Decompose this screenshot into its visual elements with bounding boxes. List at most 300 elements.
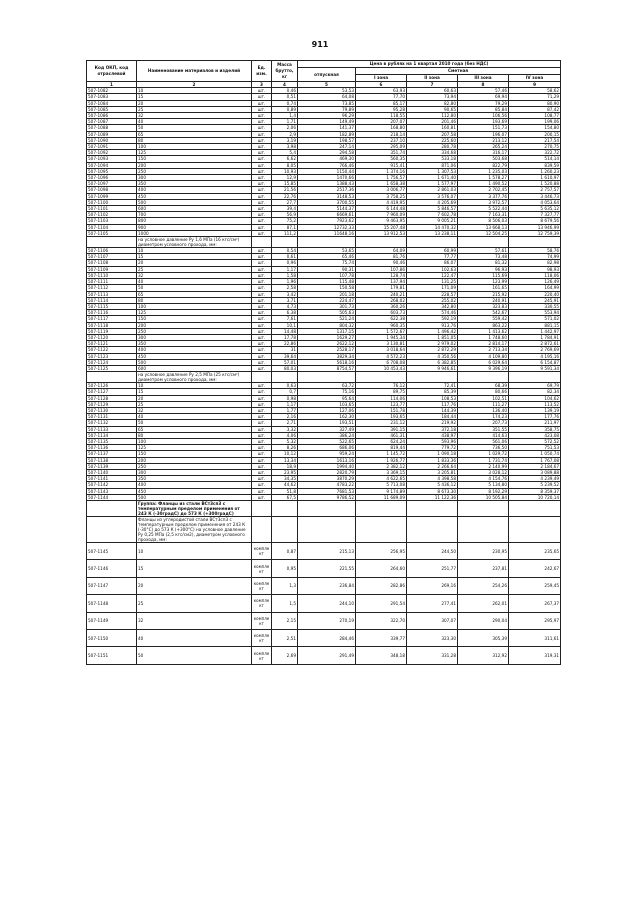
cell-unit: шт.	[252, 463, 272, 469]
cell-unit: шт.	[252, 125, 272, 131]
cell-zone-2-price: 122,47	[407, 272, 458, 278]
cell-zone-1-price: 237,10	[356, 137, 407, 143]
cell-name: 15	[137, 254, 252, 260]
header-zone-2: II зона	[407, 75, 458, 82]
cell-release-price: 301,73	[298, 303, 356, 309]
cell-unit: шт.	[252, 285, 272, 291]
cell-release-price: 1994,40	[298, 463, 356, 469]
cell-unit: шт.	[252, 187, 272, 193]
cell-zone-2-price: 131,25	[407, 279, 458, 285]
cell-code	[87, 372, 137, 383]
cell-name: 80	[137, 137, 252, 143]
cell-zone-1-price: 231,12	[356, 420, 407, 426]
cell-zone-2-price: 4 205,69	[407, 199, 458, 205]
cell-zone-3-price: 2 140,99	[458, 463, 509, 469]
cell-release-price: 959,24	[298, 451, 356, 457]
cell-release-price: 7681,53	[298, 488, 356, 494]
cell-release-price: 198,57	[298, 137, 356, 143]
cell-release-price: 65,46	[298, 254, 356, 260]
cell-code: 507-1114	[87, 297, 137, 303]
cell-zone-4-price: 7 327,77	[509, 212, 561, 218]
cell-release-price: 4783,22	[298, 482, 356, 488]
cell-code: 507-1144	[87, 494, 137, 500]
cell-zone-1-price: 1 756,57	[356, 175, 407, 181]
cell-mass: 0,51	[272, 94, 298, 100]
cell-code: 507-1085	[87, 106, 137, 112]
cell-zone-4-price: 12 759,39	[509, 230, 561, 236]
cell-release-price: 103,65	[298, 401, 356, 407]
cell-code: 507-1111	[87, 279, 137, 285]
cell-name: 500	[137, 199, 252, 205]
cell-zone-3-price: 4 109,80	[458, 353, 509, 359]
cell-zone-3-price: 2 814,17	[458, 341, 509, 347]
cell-zone-1-price: 6 708,08	[356, 359, 407, 365]
cell-zone-3-price: 85,84	[458, 106, 509, 112]
cell-unit: шт.	[252, 193, 272, 199]
cell-zone-2-price: 77,77	[407, 254, 458, 260]
cell-zone-1-price: 282,86	[356, 577, 407, 594]
cell-zone-4-price: 3 446,73	[509, 193, 561, 199]
cell-zone-2-price: 871,06	[407, 162, 458, 168]
cell-name: 10	[137, 543, 252, 560]
cell-zone-3-price: 57,46	[458, 88, 509, 94]
cell-code: 507-1087	[87, 119, 137, 125]
cell-code: 507-1119	[87, 328, 137, 334]
page-number: 911	[311, 40, 329, 49]
cell-unit: шт.	[252, 206, 272, 212]
cell-mass: 1,5	[272, 595, 298, 612]
cell-zone-2-price: 1 833,36	[407, 457, 458, 463]
cell-name: 400	[137, 187, 252, 193]
cell-zone-3-price: 215,92	[458, 291, 509, 297]
cell-name: 20	[137, 577, 252, 594]
cell-code: 507-1151	[87, 647, 137, 664]
cell-release-price: 96,29	[298, 113, 356, 119]
cell-name: 400	[137, 482, 252, 488]
cell-release-price: 3829,34	[298, 353, 356, 359]
cell-release-price: 182,89	[298, 131, 356, 137]
cell-zone-3-price: 6 029,64	[458, 359, 509, 365]
cell-mass: 0,95	[272, 560, 298, 577]
cell-zone-2-price: 102,63	[407, 266, 458, 272]
cell-name: 40	[137, 414, 252, 420]
cell-zone-2-price: 8 673,30	[407, 488, 458, 494]
cell-zone-2-price: 85,39	[407, 389, 458, 395]
cell-unit: шт.	[252, 482, 272, 488]
cell-release-price: 63,72	[298, 383, 356, 389]
cell-code: 507-1149	[87, 612, 137, 629]
cell-zone-2-price: 11 122,36	[407, 494, 458, 500]
cell-zone-2-price: 277,41	[407, 595, 458, 612]
cell-code: 507-1086	[87, 113, 137, 119]
cell-mass: 12,9	[272, 175, 298, 181]
cell-mass: 57,01	[272, 359, 298, 365]
cell-zone-4-price: 4 053,64	[509, 199, 561, 205]
cell-mass: 0,63	[272, 383, 298, 389]
cell-mass: 22,76	[272, 193, 298, 199]
cell-zone-2-price: 1 577,97	[407, 181, 458, 187]
cell-mass: 44,62	[272, 482, 298, 488]
cell-unit: шт.	[252, 272, 272, 278]
cell-mass: 0,96	[272, 260, 298, 266]
cell-name: 10	[137, 88, 252, 94]
column-index: 5	[298, 82, 356, 88]
cell-unit: шт.	[252, 248, 272, 254]
cell-zone-2-price: 323,30	[407, 629, 458, 646]
cell-name: 150	[137, 156, 252, 162]
cell-zone-1-price: 64,09	[356, 248, 407, 254]
cell-name: 500	[137, 359, 252, 365]
cell-zone-2-price: 1 496,42	[407, 328, 458, 334]
cell-mass: 1,96	[272, 279, 298, 285]
cell-code: 507-1135	[87, 438, 137, 444]
cell-zone-4-price: 71,29	[509, 94, 561, 100]
cell-code: 507-1082	[87, 88, 137, 94]
cell-zone-4-price: 113,52	[509, 401, 561, 407]
cell-zone-3-price: 1 731,74	[458, 457, 509, 463]
column-index: 9	[509, 82, 561, 88]
cell-unit: шт.	[252, 260, 272, 266]
cell-mass: 14,48	[272, 328, 298, 334]
cell-code: 507-1093	[87, 156, 137, 162]
cell-mass: 0,89	[272, 106, 298, 112]
cell-release-price	[298, 501, 356, 517]
cell-unit: шт.	[252, 445, 272, 451]
cell-zone-4-price: 311,61	[509, 629, 561, 646]
cell-zone-2-price: 73,94	[407, 94, 458, 100]
cell-mass: 51,8	[272, 488, 298, 494]
cell-unit: шт.	[252, 156, 272, 162]
cell-zone-4-price: 8 359,37	[509, 488, 561, 494]
cell-unit: шт.	[252, 199, 272, 205]
cell-code: 507-1138	[87, 457, 137, 463]
cell-zone-2-price: 438,97	[407, 432, 458, 438]
cell-release-price	[298, 372, 356, 383]
cell-zone-3-price: 736,50	[458, 445, 509, 451]
cell-zone-4-price: 211,97	[509, 420, 561, 426]
cell-name: 25	[137, 401, 252, 407]
cell-code: 507-1115	[87, 303, 137, 309]
cell-zone-2-price: 5 436,12	[407, 482, 458, 488]
cell-zone-4-price: 177,76	[509, 414, 561, 420]
cell-zone-2-price: 184,44	[407, 414, 458, 420]
cell-name: 65	[137, 291, 252, 297]
cell-zone-1-price: 63,93	[356, 88, 407, 94]
cell-release-price: 270,19	[298, 612, 356, 629]
cell-unit	[252, 237, 272, 248]
cell-zone-2-price: 779,72	[407, 445, 458, 451]
cell-zone-1-price	[356, 517, 407, 543]
cell-zone-3-price: 237,81	[458, 560, 509, 577]
header-release: отпускная	[298, 68, 356, 82]
cell-mass: 23,95	[272, 469, 298, 475]
cell-code: 507-1116	[87, 310, 137, 316]
cell-zone-2-price: 112,80	[407, 113, 458, 119]
cell-zone-1-price: 11 689,09	[356, 494, 407, 500]
cell-name: 50	[137, 125, 252, 131]
cell-zone-2-price: 280,78	[407, 144, 458, 150]
cell-zone-3-price: 115,69	[458, 272, 509, 278]
cell-zone-4-price: 82,34	[509, 389, 561, 395]
cell-mass: 2,71	[272, 420, 298, 426]
table-row	[87, 612, 561, 629]
cell-zone-4-price: 139,19	[509, 407, 561, 413]
cell-release-price: 224,47	[298, 297, 356, 303]
column-index: 2	[137, 82, 252, 88]
cell-zone-1-price: 339,77	[356, 629, 407, 646]
cell-zone-1-price	[356, 237, 407, 248]
cell-zone-4-price: 10 720,14	[509, 494, 561, 500]
cell-release-price: 5144,37	[298, 206, 356, 212]
cell-zone-3-price: 57,61	[458, 248, 509, 254]
cell-mass: 2,16	[272, 414, 298, 420]
cell-mass: 87,1	[272, 224, 298, 230]
cell-code: 507-1109	[87, 266, 137, 272]
cell-release-price: 522,65	[298, 438, 356, 444]
cell-release-price: 6669,61	[298, 212, 356, 218]
cell-code: 507-1132	[87, 420, 137, 426]
cell-zone-4-price	[509, 501, 561, 517]
cell-code: 507-1118	[87, 322, 137, 328]
cell-mass: 67,5	[272, 494, 298, 500]
cell-name: 50	[137, 285, 252, 291]
cell-release-price: 193,51	[298, 420, 356, 426]
cell-zone-3-price: 1 748,60	[458, 334, 509, 340]
cell-mass: 0,61	[272, 254, 298, 260]
cell-zone-4-price: 572,52	[509, 438, 561, 444]
cell-mass: 13,34	[272, 457, 298, 463]
cell-zone-3-price: 12 504,25	[458, 230, 509, 236]
cell-name: 100	[137, 144, 252, 150]
cell-mass: 3,42	[272, 291, 298, 297]
cell-zone-2-price: 331,28	[407, 647, 458, 664]
cell-unit: шт.	[252, 438, 272, 444]
cell-release-price: 73,85	[298, 100, 356, 106]
cell-zone-4-price: 82,98	[509, 260, 561, 266]
cell-zone-2-price: 913,76	[407, 322, 458, 328]
cell-mass: 7,61	[272, 316, 298, 322]
cell-zone-1-price: 268,02	[356, 297, 407, 303]
cell-unit: шт.	[252, 347, 272, 353]
cell-zone-1-price: 207,07	[356, 119, 407, 125]
cell-name: 150	[137, 451, 252, 457]
subheading-row	[87, 372, 561, 383]
cell-zone-3-price: 196,07	[458, 131, 509, 137]
cell-zone-1-price: 256,95	[356, 543, 407, 560]
cell-release-price: 149,49	[298, 119, 356, 125]
cell-release-price: 1613,16	[298, 457, 356, 463]
cell-zone-4-price: 1 610,97	[509, 175, 561, 181]
cell-mass	[272, 501, 298, 517]
cell-zone-2-price: 228,57	[407, 291, 458, 297]
cell-zone-3-price: 8 506,03	[458, 218, 509, 224]
cell-zone-1-price: 81,76	[356, 254, 407, 260]
cell-unit: шт.	[252, 395, 272, 401]
cell-code: 507-1137	[87, 451, 137, 457]
cell-zone-1-price	[356, 372, 407, 383]
cell-release-price: 107,78	[298, 272, 356, 278]
cell-release-price: 804,32	[298, 322, 356, 328]
cell-mass: 5,32	[272, 438, 298, 444]
cell-name: 125	[137, 310, 252, 316]
cell-release-price: 284,46	[298, 629, 356, 646]
cell-zone-3-price: 102,51	[458, 395, 509, 401]
cell-name: 65	[137, 131, 252, 137]
cell-unit: шт.	[252, 328, 272, 334]
cell-zone-1-price: 85,17	[356, 100, 407, 106]
cell-zone-1-price: 3 006,77	[356, 187, 407, 193]
header-zone-4: IV зона	[509, 75, 561, 82]
cell-zone-4-price: 1 260,23	[509, 168, 561, 174]
cell-mass: 0,7	[272, 389, 298, 395]
header-unit: Ед. изм.	[252, 61, 272, 82]
cell-code: 507-1106	[87, 248, 137, 254]
cell-zone-4-price: 2 184,67	[509, 463, 561, 469]
column-index: 6	[356, 82, 407, 88]
cell-unit: шт.	[252, 353, 272, 359]
cell-name: 250	[137, 328, 252, 334]
column-index: 1	[87, 82, 137, 88]
cell-zone-1-price: 193,65	[356, 414, 407, 420]
cell-release-price: 64,08	[298, 94, 356, 100]
cell-zone-1-price	[356, 501, 407, 517]
cell-unit: шт.	[252, 426, 272, 432]
cell-zone-3-price: 161,65	[458, 285, 509, 291]
cell-code: 507-1150	[87, 629, 137, 646]
cell-mass: 3,71	[272, 297, 298, 303]
cell-code: 507-1090	[87, 137, 137, 143]
cell-unit: шт.	[252, 94, 272, 100]
cell-zone-1-price: 322,70	[356, 612, 407, 629]
cell-unit: шт.	[252, 316, 272, 322]
cell-zone-3-price: 305,39	[458, 629, 509, 646]
cell-release-price: 2622,12	[298, 341, 356, 347]
cell-name: 150	[137, 316, 252, 322]
cell-zone-1-price: 9 174,89	[356, 488, 407, 494]
cell-zone-2-price: 593,96	[407, 438, 458, 444]
cell-mass	[272, 372, 298, 383]
cell-zone-2-price: 219,92	[407, 420, 458, 426]
table-header	[87, 61, 561, 88]
cell-release-price: 294,58	[298, 150, 356, 156]
cell-zone-1-price: 5 713,08	[356, 482, 407, 488]
cell-mass: 3,19	[272, 137, 298, 143]
cell-zone-2-price	[407, 372, 458, 383]
cell-name: 125	[137, 150, 252, 156]
cell-zone-2-price: 2 872,29	[407, 347, 458, 353]
cell-unit: шт.	[252, 432, 272, 438]
cell-zone-4-price: 13 946,99	[509, 224, 561, 230]
cell-zone-4-price: 322,72	[509, 150, 561, 156]
cell-zone-4-price: 87,42	[509, 106, 561, 112]
cell-zone-3-price: 9 396,19	[458, 365, 509, 371]
cell-name: 32	[137, 113, 252, 119]
cell-zone-2-price: 60,63	[407, 88, 458, 94]
cell-code: 507-1096	[87, 175, 137, 181]
cell-mass: 2,15	[272, 612, 298, 629]
cell-zone-2-price: 171,09	[407, 285, 458, 291]
cell-name: на условное давление Ру 1,6 МПа (16 кгс/см²) диаметром условного прохода, мм:	[137, 237, 252, 248]
cell-name: 900	[137, 224, 252, 230]
cell-release-price: 5618,16	[298, 359, 356, 365]
cell-zone-3-price: 69,94	[458, 94, 509, 100]
cell-code: 507-1146	[87, 560, 137, 577]
cell-zone-4-price: 1 050,74	[509, 451, 561, 457]
cell-release-price: 3148,53	[298, 193, 356, 199]
cell-code	[87, 517, 137, 543]
cell-mass: 34,35	[272, 476, 298, 482]
cell-release-price: 1317,15	[298, 328, 356, 334]
cell-mass: 27,7	[272, 199, 298, 205]
cell-unit: шт.	[252, 266, 272, 272]
cell-name: 32	[137, 612, 252, 629]
cell-unit: шт.	[252, 322, 272, 328]
cell-zone-3-price: 542,67	[458, 310, 509, 316]
cell-unit: шт.	[252, 100, 272, 106]
cell-unit: шт.	[252, 106, 272, 112]
cell-zone-2-price: 255,02	[407, 297, 458, 303]
cell-code: 507-1142	[87, 482, 137, 488]
cell-zone-3-price: 240,91	[458, 297, 509, 303]
cell-unit: шт.	[252, 137, 272, 143]
cell-mass: 4,06	[272, 432, 298, 438]
cell-zone-1-price: 218,14	[356, 131, 407, 137]
cell-zone-2-price: 225,60	[407, 137, 458, 143]
cell-unit: компле кт	[252, 577, 272, 594]
cell-zone-4-price: 1 520,88	[509, 181, 561, 187]
cell-zone-1-price: 9 463,95	[356, 218, 407, 224]
cell-zone-2-price	[407, 517, 458, 543]
cell-zone-1-price: 360,26	[356, 303, 407, 309]
cell-zone-1-price: 76,12	[356, 383, 407, 389]
cell-code: 507-1120	[87, 334, 137, 340]
cell-mass: 10,12	[272, 451, 298, 457]
cell-name: 25	[137, 595, 252, 612]
cell-name: 250	[137, 168, 252, 174]
cell-release-price: 53,53	[298, 88, 356, 94]
cell-zone-1-price: 114,06	[356, 395, 407, 401]
cell-zone-4-price: 69,79	[509, 383, 561, 389]
cell-name: 200	[137, 322, 252, 328]
cell-zone-3-price: 323,83	[458, 303, 509, 309]
cell-code: 507-1089	[87, 131, 137, 137]
cell-zone-1-price: 1 572,67	[356, 328, 407, 334]
cell-zone-1-price: 3 130,81	[356, 341, 407, 347]
cell-code: 507-1100	[87, 199, 137, 205]
cell-zone-2-price: 1 671,40	[407, 175, 458, 181]
cell-zone-3-price: 1 235,03	[458, 168, 509, 174]
cell-zone-4-price: 242,67	[509, 560, 561, 577]
cell-name: 15	[137, 94, 252, 100]
cell-zone-1-price: 240,21	[356, 291, 407, 297]
cell-mass: 8,26	[272, 445, 298, 451]
table-body	[87, 88, 561, 665]
cell-release-price: 162,30	[298, 414, 356, 420]
cell-zone-2-price: 269,16	[407, 577, 458, 594]
cell-zone-3-price: 262,01	[458, 595, 509, 612]
column-index: 8	[458, 82, 509, 88]
cell-mass: 39,4	[272, 206, 298, 212]
cell-code: 507-1105	[87, 230, 137, 236]
cell-zone-4-price: 1 784,91	[509, 334, 561, 340]
cell-zone-4-price: 2 757,57	[509, 187, 561, 193]
cell-zone-2-price: 334,68	[407, 150, 458, 156]
cell-mass: 75,2	[272, 218, 298, 224]
cell-zone-3-price: 503,68	[458, 156, 509, 162]
cell-code: 507-1125	[87, 365, 137, 371]
cell-mass: 2,69	[272, 647, 298, 664]
cell-code: 507-1112	[87, 285, 137, 291]
